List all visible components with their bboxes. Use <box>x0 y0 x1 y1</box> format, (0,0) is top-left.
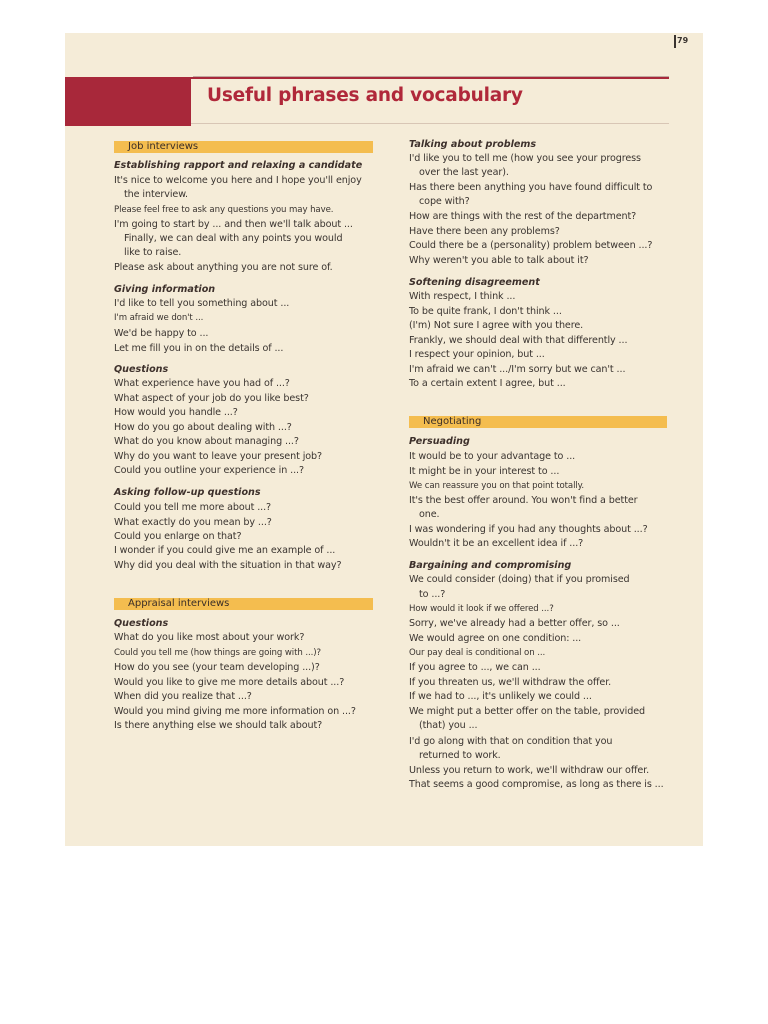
phrase-line: Wouldn't it be an excellent idea if ...? <box>409 538 584 549</box>
phrase-line: Has there been anything you have found difficult to <box>409 182 653 193</box>
phrase-line: Why did you deal with the situation in that way? <box>114 560 342 571</box>
page-number-divider <box>674 35 676 48</box>
phrase-line: I wonder if you could give me an example of ... <box>114 545 336 556</box>
subheading-softening: Softening disagreement <box>409 277 540 288</box>
title-rule <box>191 77 669 79</box>
title-underline <box>191 123 669 124</box>
phrase-line: like to raise. <box>124 247 182 258</box>
phrase-line: Could you outline your experience in ...? <box>114 465 304 476</box>
phrase-line: returned to work. <box>419 750 501 761</box>
phrase-line: When did you realize that ...? <box>114 691 252 702</box>
phrase-line: What aspect of your job do you like best? <box>114 393 309 404</box>
phrase-line: How do you go about dealing with ...? <box>114 422 292 433</box>
phrase-line: To a certain extent I agree, but ... <box>409 378 566 389</box>
phrase-line: I respect your opinion, but ... <box>409 349 545 360</box>
phrase-line: Could you tell me (how things are going with ...)? <box>114 648 321 658</box>
phrase-line: We can reassure you on that point totally. <box>409 481 585 491</box>
phrase-line: We would agree on one condition: ... <box>409 633 582 644</box>
subheading-questions: Questions <box>114 364 169 375</box>
phrase-line: What exactly do you mean by ...? <box>114 517 272 528</box>
section-heading-negotiating: Negotiating <box>409 416 667 428</box>
phrase-line: How are things with the rest of the department? <box>409 211 637 222</box>
subheading-follow-up: Asking follow-up questions <box>114 487 261 498</box>
phrase-line: How do you see (your team developing ...)? <box>114 662 320 673</box>
section-heading-job-interviews: Job interviews <box>114 141 373 153</box>
phrase-line: Why do you want to leave your present job? <box>114 451 323 462</box>
phrase-line: Have there been any problems? <box>409 226 560 237</box>
phrase-line: If you agree to ..., we can ... <box>409 662 541 673</box>
phrase-line: Unless you return to work, we'll withdraw our offer. <box>409 765 650 776</box>
phrase-line: I'm going to start by ... and then we'll talk about ... <box>114 219 353 230</box>
subheading-bargaining: Bargaining and compromising <box>409 560 572 571</box>
phrase-line: Would you mind giving me more information on ...? <box>114 706 356 717</box>
phrase-line: To be quite frank, I don't think ... <box>409 306 562 317</box>
subheading-rapport: Establishing rapport and relaxing a candidate <box>114 160 363 171</box>
phrase-line: Sorry, we've already had a better offer, so ... <box>409 618 620 629</box>
phrase-line: Is there anything else we should talk about? <box>114 720 323 731</box>
section-heading-appraisal: Appraisal interviews <box>114 598 373 610</box>
phrase-line: It might be in your interest to ... <box>409 466 560 477</box>
phrase-line: Let me fill you in on the details of ... <box>114 343 284 354</box>
phrase-line: We might put a better offer on the table, provided <box>409 706 646 717</box>
phrase-line: one. <box>419 509 440 520</box>
phrase-line: Could you enlarge on that? <box>114 531 242 542</box>
subheading-problems: Talking about problems <box>409 139 537 150</box>
phrase-line: Would you like to give me more details about ...? <box>114 677 345 688</box>
phrase-line: I'm afraid we don't ... <box>114 313 204 323</box>
phrase-line: Could there be a (personality) problem between ...? <box>409 240 653 251</box>
phrase-line: cope with? <box>419 196 470 207</box>
phrase-line: With respect, I think ... <box>409 291 516 302</box>
phrase-line: Please feel free to ask any questions you may have. <box>114 205 334 215</box>
subheading-giving-information: Giving information <box>114 284 216 295</box>
phrase-line: Our pay deal is conditional on ... <box>409 648 546 658</box>
page-title: Useful phrases and vocabulary <box>207 85 523 106</box>
phrase-line: I'm afraid we can't .../I'm sorry but we can't ... <box>409 364 626 375</box>
subheading-appraisal-questions: Questions <box>114 618 169 629</box>
scanned-page <box>65 33 703 846</box>
phrase-line: the interview. <box>124 189 189 200</box>
phrase-line: Finally, we can deal with any points you would <box>124 233 343 244</box>
phrase-line: I'd go along with that on condition that you <box>409 736 613 747</box>
phrase-line: It's the best offer around. You won't find a better <box>409 495 638 506</box>
phrase-line: How would you handle ...? <box>114 407 238 418</box>
phrase-line: If you threaten us, we'll withdraw the offer. <box>409 677 612 688</box>
phrase-line: I was wondering if you had any thoughts about ...? <box>409 524 648 535</box>
page-number: 79 <box>677 36 689 45</box>
phrase-line: Frankly, we should deal with that differently ... <box>409 335 628 346</box>
phrase-line: We could consider (doing) that if you promised <box>409 574 630 585</box>
phrase-line: over the last year). <box>419 167 509 178</box>
phrase-line: If we had to ..., it's unlikely we could ... <box>409 691 592 702</box>
phrase-line: What do you like most about your work? <box>114 632 305 643</box>
phrase-line: Why weren't you able to talk about it? <box>409 255 589 266</box>
phrase-line: (I'm) Not sure I agree with you there. <box>409 320 584 331</box>
phrase-line: What experience have you had of ...? <box>114 378 290 389</box>
phrase-line: to ...? <box>419 589 446 600</box>
phrase-line: It's nice to welcome you here and I hope you'll enjoy <box>114 175 362 186</box>
phrase-line: I'd like to tell you something about ... <box>114 298 290 309</box>
subheading-persuading: Persuading <box>409 436 470 447</box>
phrase-line: (that) you ... <box>419 720 478 731</box>
phrase-line: I'd like you to tell me (how you see your progress <box>409 153 641 164</box>
title-color-block <box>65 77 191 126</box>
phrase-line: That seems a good compromise, as long as there is ... <box>409 779 664 790</box>
phrase-line: How would it look if we offered ...? <box>409 604 554 614</box>
phrase-line: Please ask about anything you are not sure of. <box>114 262 333 273</box>
phrase-line: We'd be happy to ... <box>114 328 209 339</box>
phrase-line: What do you know about managing ...? <box>114 436 299 447</box>
phrase-line: Could you tell me more about ...? <box>114 502 272 513</box>
phrase-line: It would be to your advantage to ... <box>409 451 576 462</box>
